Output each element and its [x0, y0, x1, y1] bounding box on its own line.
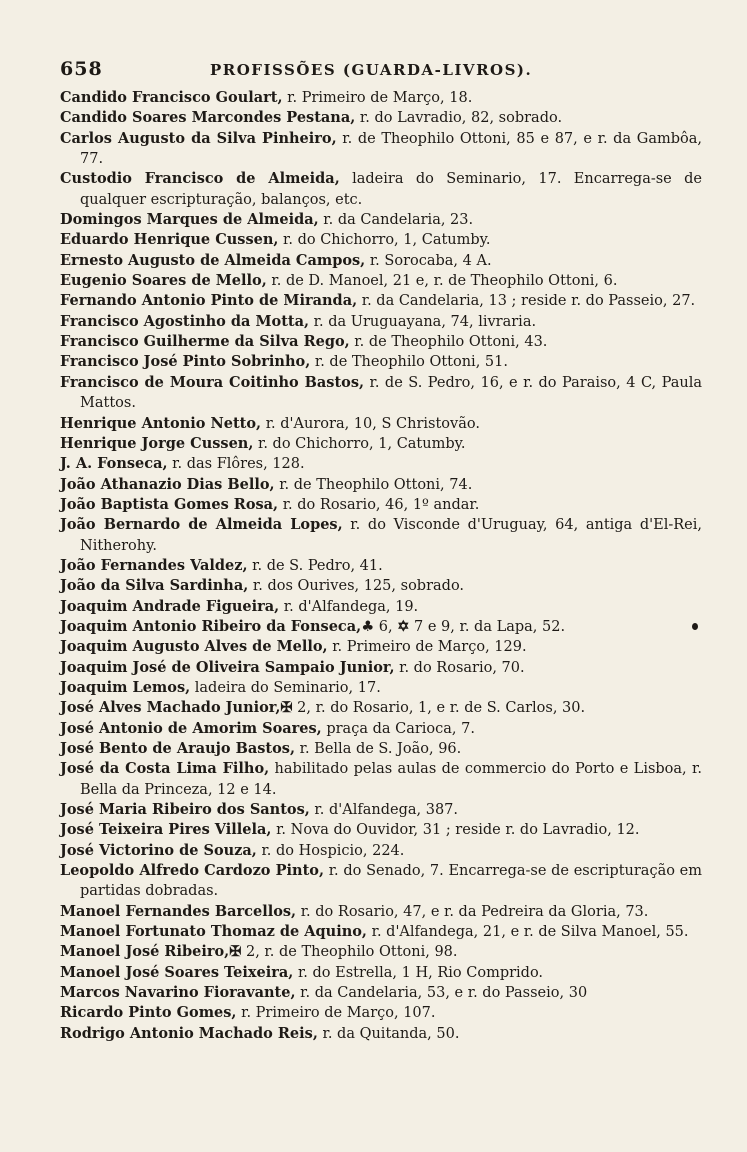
margin-bullet-mark [692, 623, 698, 630]
entry-name: Henrique Jorge Cussen, [60, 434, 254, 452]
directory-entry [60, 1024, 702, 1044]
entry-name: Francisco Agostinho da Motta, [60, 312, 310, 330]
directory-entry [60, 1003, 702, 1023]
directory-entry [60, 373, 702, 414]
entry-address: r. dos Ourives, 125, sobrado. [248, 578, 465, 595]
entry-address: ladeira do Seminario, 17. Encarrega-se de qualquer escripturação, balanços, etc. [80, 171, 702, 208]
entry-address: r. Primeiro de Março, 129. [327, 639, 527, 656]
entry-address: r. de Theophilo Ottoni, 43. [349, 334, 548, 351]
entry-address: habilitado pelas aulas de commercio do Porto e Lisboa, r. Bella da Princeza, 12 e 14. [80, 761, 702, 798]
entry-address: r. do Chichorro, 1, Catumby. [253, 435, 466, 452]
entry-name: Joaquim Lemos, [60, 678, 191, 696]
entry-address: r. de Theophilo Ottoni, 85 e 87, e r. da Gambôa, 77. [80, 130, 702, 168]
page-number: 658 [60, 58, 103, 80]
entry-name: José Teixeira Pires Villela, [60, 821, 272, 839]
entry-text: 6, [374, 618, 398, 635]
entry-name: Joaquim Andrade Figueira, [60, 597, 280, 615]
entry-symbol: ✠ [229, 943, 242, 961]
entry-address: r. da Candelaria, 53, e r. do Passeio, 30 [295, 985, 588, 1002]
entry-name: Joaquim José de Oliveira Sampaio Junior, [60, 658, 395, 676]
entry-name: J. A. Fonseca, [60, 455, 168, 473]
entry-address: r. d'Alfandega, 19. [279, 598, 419, 615]
directory-entry [60, 698, 702, 718]
entry-name: Carlos Augusto da Silva Pinheiro, [60, 129, 337, 147]
entry-address: ladeira do Seminario, 17. [190, 679, 381, 696]
entry-address: r. do Rosario, 70. [394, 659, 525, 676]
entry-address: r. do Senado, 7. Encarrega-se de escripturação em partidas dobradas. [80, 863, 702, 900]
entry-address: r. d'Aurora, 10, S Christovão. [261, 415, 480, 432]
directory-entry [60, 902, 702, 922]
entry-address: r. d'Alfandega, 387. [309, 802, 458, 819]
directory-entry [60, 597, 702, 617]
entry-name: Ernesto Augusto de Almeida Campos, [60, 251, 366, 269]
directory-entry [60, 169, 702, 210]
directory-entry [60, 332, 702, 352]
entry-address: r. Bella de S. João, 96. [295, 741, 462, 757]
entry-address: r. d'Alfandega, 21, e r. de Silva Manoel, 55. [367, 924, 689, 941]
entry-name: Candido Soares Marcondes Pestana, [60, 109, 356, 127]
entry-address: r. do Hospicio, 224. [256, 842, 405, 859]
directory-entry [60, 739, 702, 759]
entry-name: Custodio Francisco de Almeida, [60, 170, 340, 188]
entry-name: Francisco de Moura Coitinho Bastos, [60, 373, 365, 391]
entry-name: Rodrigo Antonio Machado Reis, [60, 1024, 318, 1042]
entry-name: José Antonio de Amorim Soares, [60, 719, 322, 737]
directory-entry [60, 495, 702, 515]
entry-symbol: ✡ [397, 617, 410, 635]
directory-entry [60, 841, 702, 861]
entry-name: Manoel Fortunato Thomaz de Aquino, [60, 923, 367, 941]
entry-name: Joaquim Augusto Alves de Mello, [60, 638, 328, 656]
entry-name: Manoel José Soares Teixeira, [60, 963, 294, 981]
entry-address: r. da Candelaria, 13 ; reside r. do Passeio, 27. [357, 293, 696, 310]
entry-name: José Bento de Araujo Bastos, [60, 740, 296, 757]
running-title: PROFISSÕES (GUARDA-LIVROS). [210, 61, 533, 79]
directory-entry [60, 454, 702, 474]
entry-name: Marcos Navarino Fioravante, [60, 984, 296, 1002]
directory-entry [60, 414, 702, 434]
entry-address: 7 e 9, r. da Lapa, 52. [409, 618, 566, 635]
entry-name: Francisco José Pinto Sobrinho, [60, 353, 311, 371]
entry-name: Domingos Marques de Almeida, [60, 211, 319, 229]
entry-address: 2, r. de Theophilo Ottoni, 98. [241, 944, 458, 961]
directory-entry [60, 230, 702, 250]
directory-entry [60, 617, 702, 637]
entry-list [60, 88, 702, 1044]
entry-name: Manoel Fernandes Barcellos, [60, 902, 297, 920]
entry-name: José Maria Ribeiro dos Santos, [60, 801, 310, 819]
entry-symbol: ♣ [361, 617, 375, 635]
entry-name: José Victorino de Souza, [60, 841, 257, 859]
directory-entry [60, 678, 702, 698]
directory-entry [60, 861, 702, 902]
entry-address: r. do Rosario, 47, e r. da Pedreira da Gloria, 73. [296, 903, 649, 920]
entry-address: 2, r. do Rosario, 1, e r. de S. Carlos, 30. [292, 700, 586, 717]
entry-address: r. de S. Pedro, 41. [247, 557, 383, 574]
directory-entry [60, 963, 702, 983]
entry-address: r. da Candelaria, 23. [318, 212, 474, 229]
page-header [60, 58, 700, 86]
entry-address: r. Primeiro de Março, 107. [236, 1005, 436, 1022]
entry-address: praça da Carioca, 7. [321, 720, 475, 737]
entry-address: r. Nova do Ouvidor, 31 ; reside r. do Lavradio, 12. [271, 822, 640, 839]
directory-entry [60, 942, 702, 962]
entry-name: Eugenio Soares de Mello, [60, 272, 267, 290]
directory-entry [60, 251, 702, 271]
directory-entry [60, 658, 702, 678]
entry-name: Francisco Guilherme da Silva Rego, [60, 333, 350, 351]
entry-address: r. de S. Pedro, 16, e r. do Paraiso, 4 C, Paula Mattos. [80, 374, 702, 412]
directory-entry [60, 88, 702, 108]
directory-entry [60, 210, 702, 230]
entry-name: José da Costa Lima Filho, [60, 760, 270, 778]
entry-name: João Fernandes Valdez, [60, 556, 248, 574]
directory-entry [60, 556, 702, 576]
directory-entry [60, 922, 702, 942]
entry-name: Fernando Antonio Pinto de Miranda, [60, 292, 358, 310]
entry-name: José Alves Machado Junior, [60, 699, 281, 717]
entry-name: João Baptista Gomes Rosa, [60, 495, 279, 513]
entry-address: r. do Estrella, 1 H, Rio Comprido. [293, 964, 544, 981]
entry-address: r. do Chichorro, 1, Catumby. [278, 232, 491, 249]
entry-name: Eduardo Henrique Cussen, [60, 231, 279, 249]
entry-symbol: ✠ [280, 699, 293, 717]
entry-address: r. de D. Manoel, 21 e, r. de Theophilo Ottoni, 6. [266, 273, 618, 290]
entry-address: r. das Flôres, 128. [167, 456, 305, 473]
entry-address: r. da Quitanda, 50. [317, 1025, 460, 1042]
entry-address: r. do Lavradio, 82, sobrado. [355, 110, 563, 127]
entry-name: João da Silva Sardinha, [60, 577, 249, 595]
directory-entry [60, 983, 702, 1003]
entry-name: Leopoldo Alfredo Cardozo Pinto, [60, 862, 324, 880]
entry-name: Joaquim Antonio Ribeiro da Fonseca, [60, 617, 362, 635]
directory-entry [60, 352, 702, 372]
entry-address: r. do Rosario, 46, 1º andar. [278, 496, 480, 513]
entry-address: r. de Theophilo Ottoni, 51. [310, 354, 508, 371]
entry-address: r. do Visconde d'Uruguay, 64, antiga d'El-Rei, Nitherohy. [80, 517, 702, 554]
entry-name: Ricardo Pinto Gomes, [60, 1004, 237, 1022]
directory-entry [60, 434, 702, 454]
entry-address: r. de Theophilo Ottoni, 74. [274, 476, 473, 493]
directory-entry [60, 108, 702, 128]
directory-entry [60, 291, 702, 311]
directory-entry [60, 800, 702, 820]
directory-entry [60, 475, 702, 495]
directory-entry [60, 129, 702, 170]
directory-entry [60, 515, 702, 556]
directory-entry [60, 271, 702, 291]
directory-entry [60, 759, 702, 800]
entry-address: r. da Uruguayana, 74, livraria. [309, 313, 537, 330]
entry-name: Manoel José Ribeiro, [60, 943, 230, 961]
directory-entry [60, 719, 702, 739]
entry-name: João Bernardo de Almeida Lopes, [60, 516, 343, 534]
directory-entry [60, 312, 702, 332]
directory-entry [60, 820, 702, 840]
entry-name: Henrique Antonio Netto, [60, 414, 262, 432]
entry-address: r. Primeiro de Março, 18. [282, 90, 473, 106]
directory-entry [60, 637, 702, 657]
entry-name: João Athanazio Dias Bello, [60, 475, 275, 493]
entry-address: r. Sorocaba, 4 A. [365, 252, 492, 269]
directory-entry [60, 576, 702, 596]
entry-name: Candido Francisco Goulart, [60, 89, 283, 106]
